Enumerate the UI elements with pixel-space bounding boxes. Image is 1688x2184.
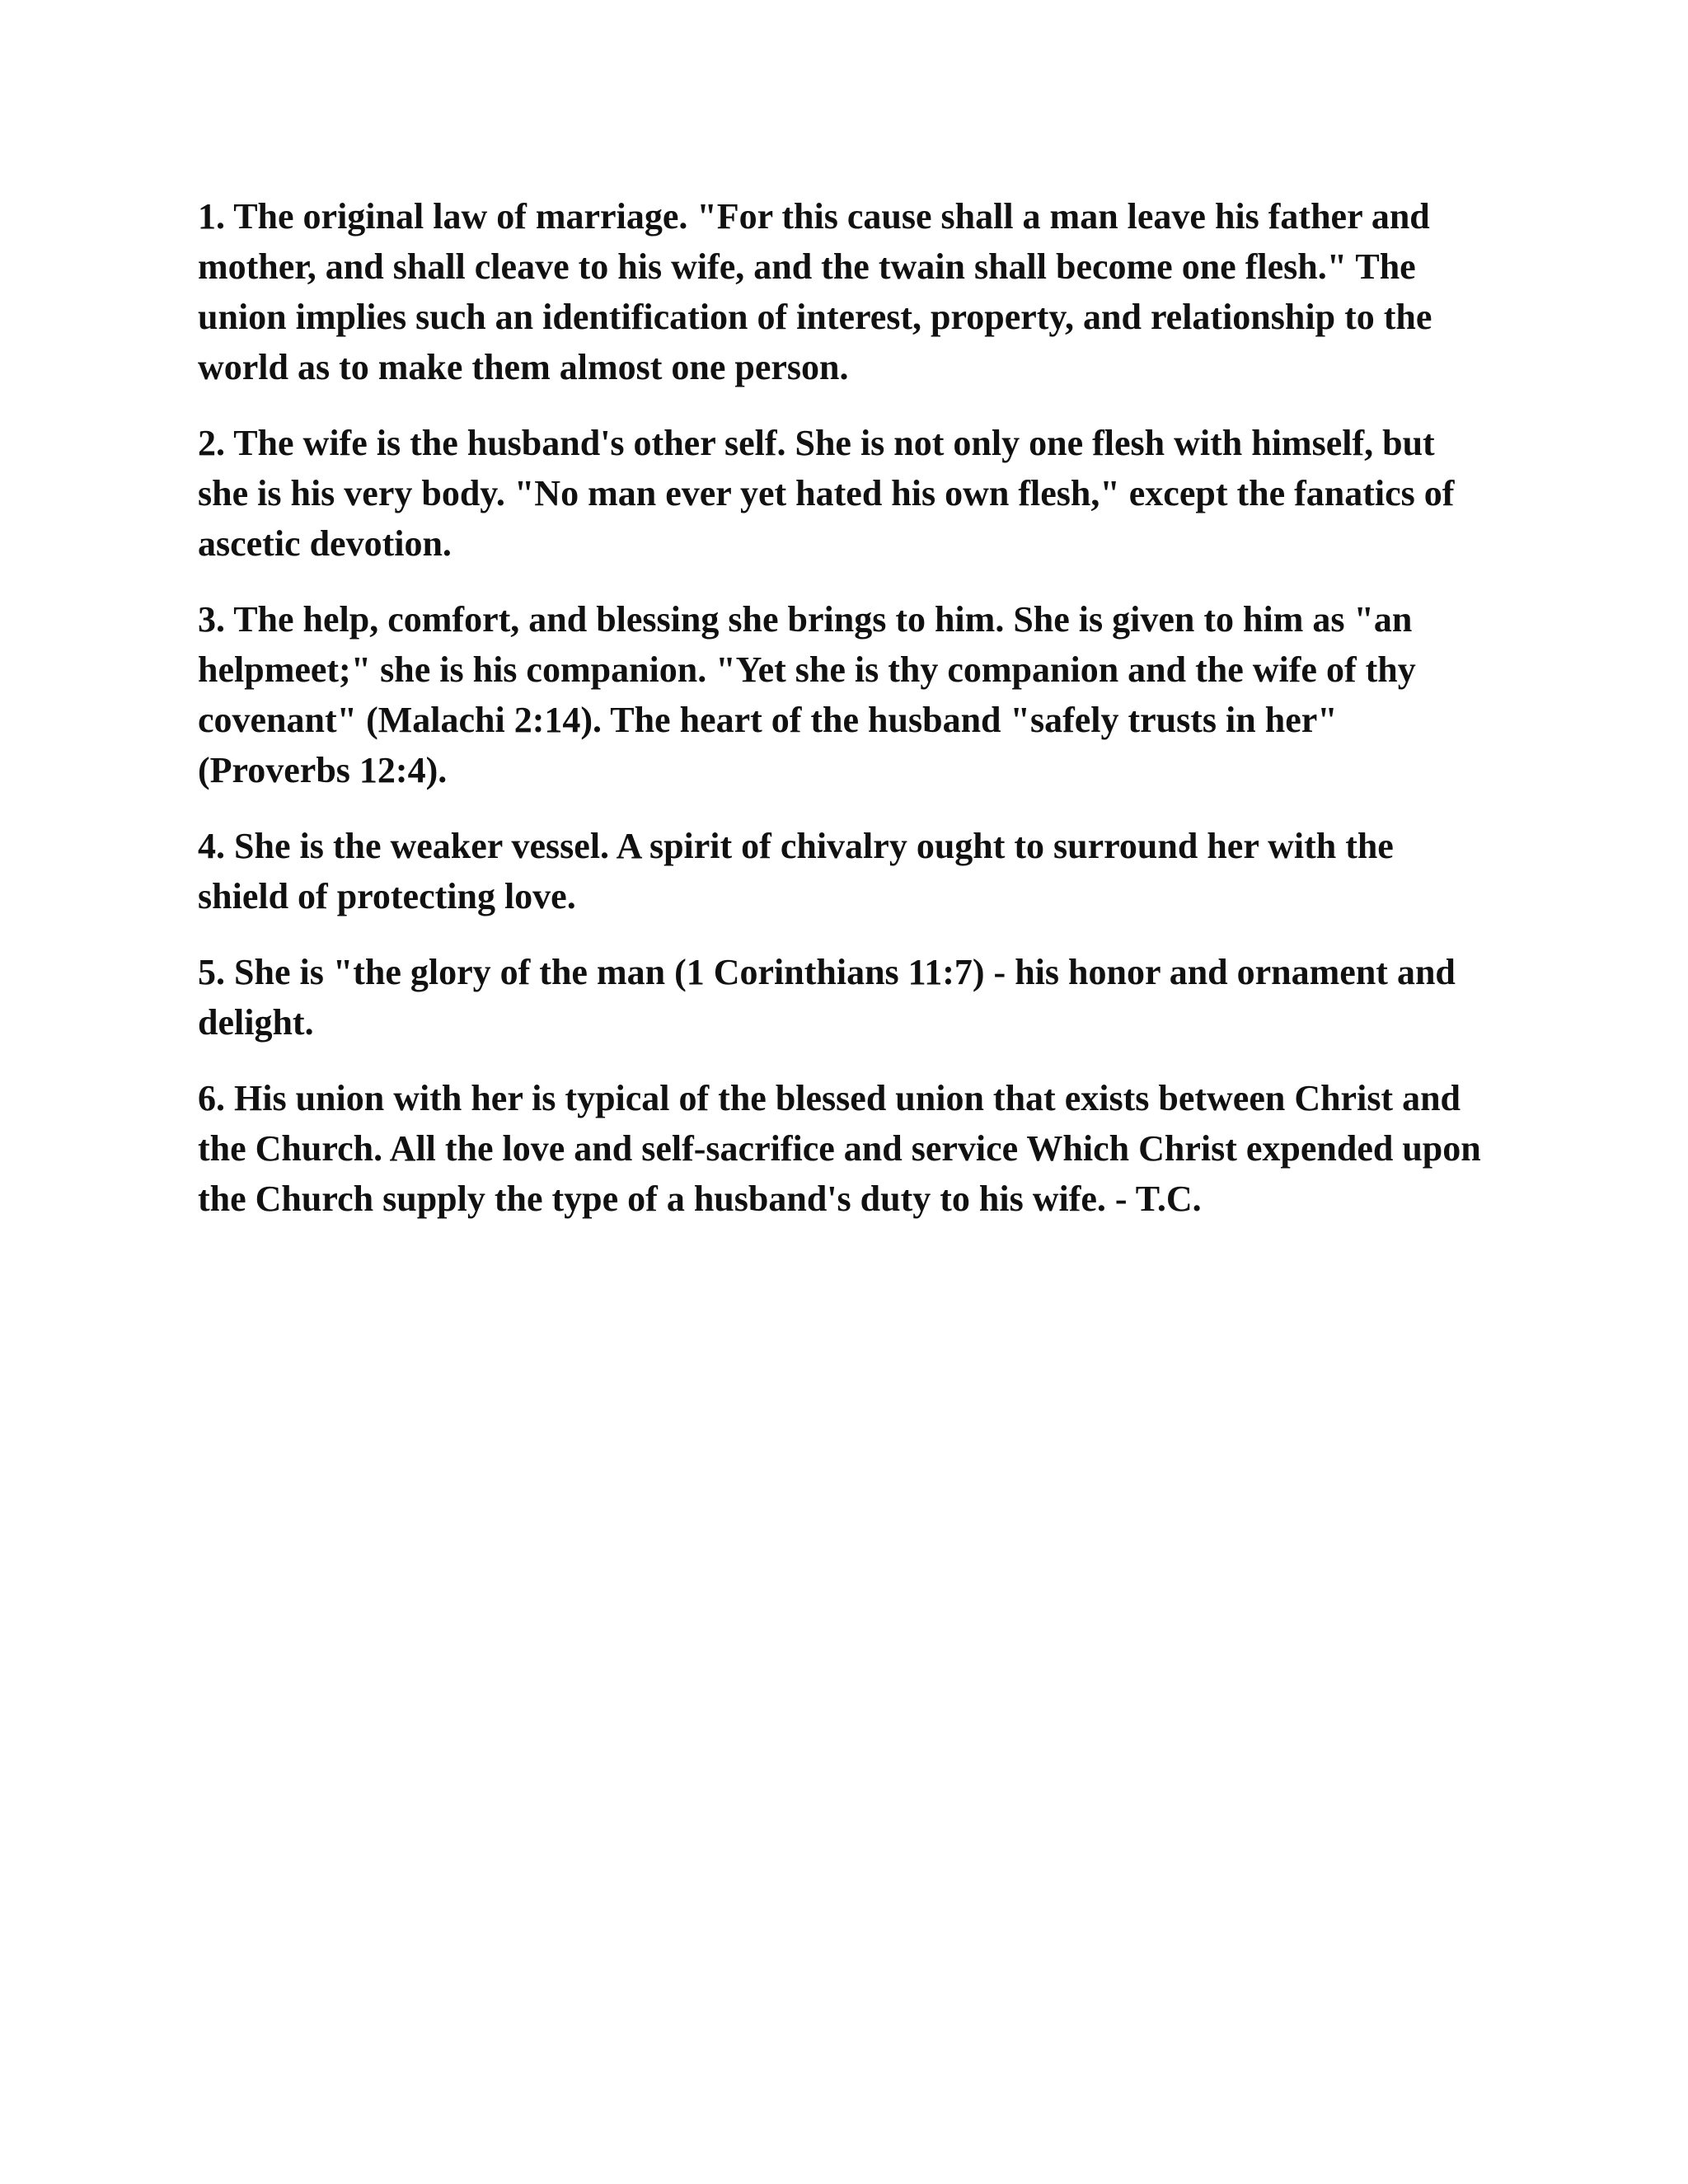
paragraph-5: 5. She is "the glory of the man (1 Corinthians 11:7) - his honor and ornament and delight.	[198, 952, 1456, 1043]
paragraph-4: 4. She is the weaker vessel. A spirit of chivalry ought to surround her with the shield of protecting love.	[198, 826, 1394, 916]
paragraph-1: 1. The original law of marriage. "For this cause shall a man leave his father and mother, and shall cleave to his wife, and the twain shall become one flesh." The union implies such an identification of interest, property, and relationship to the world as to make them almost one person.	[198, 196, 1432, 387]
document-body	[198, 191, 1484, 1249]
paragraph-6: 6. His union with her is typical of the blessed union that exists between Christ and the Church. All the love and self-sacrifice and service Which Christ expended upon the Church supply the type of a husband's duty to his wife. - T.C.	[198, 1078, 1481, 1219]
paragraph-2: 2. The wife is the husband's other self. She is not only one flesh with himself, but she is his very body. "No man ever yet hated his own flesh," except the fanatics of ascetic devotion.	[198, 423, 1455, 564]
paragraph-3: 3. The help, comfort, and blessing she brings to him. She is given to him as "an helpmeet;" she is his companion. "Yet she is thy companion and the wife of thy covenant" (Malachi 2:14). The heart of the husband "safely trusts in her" (Proverbs 12:4).	[198, 599, 1416, 790]
